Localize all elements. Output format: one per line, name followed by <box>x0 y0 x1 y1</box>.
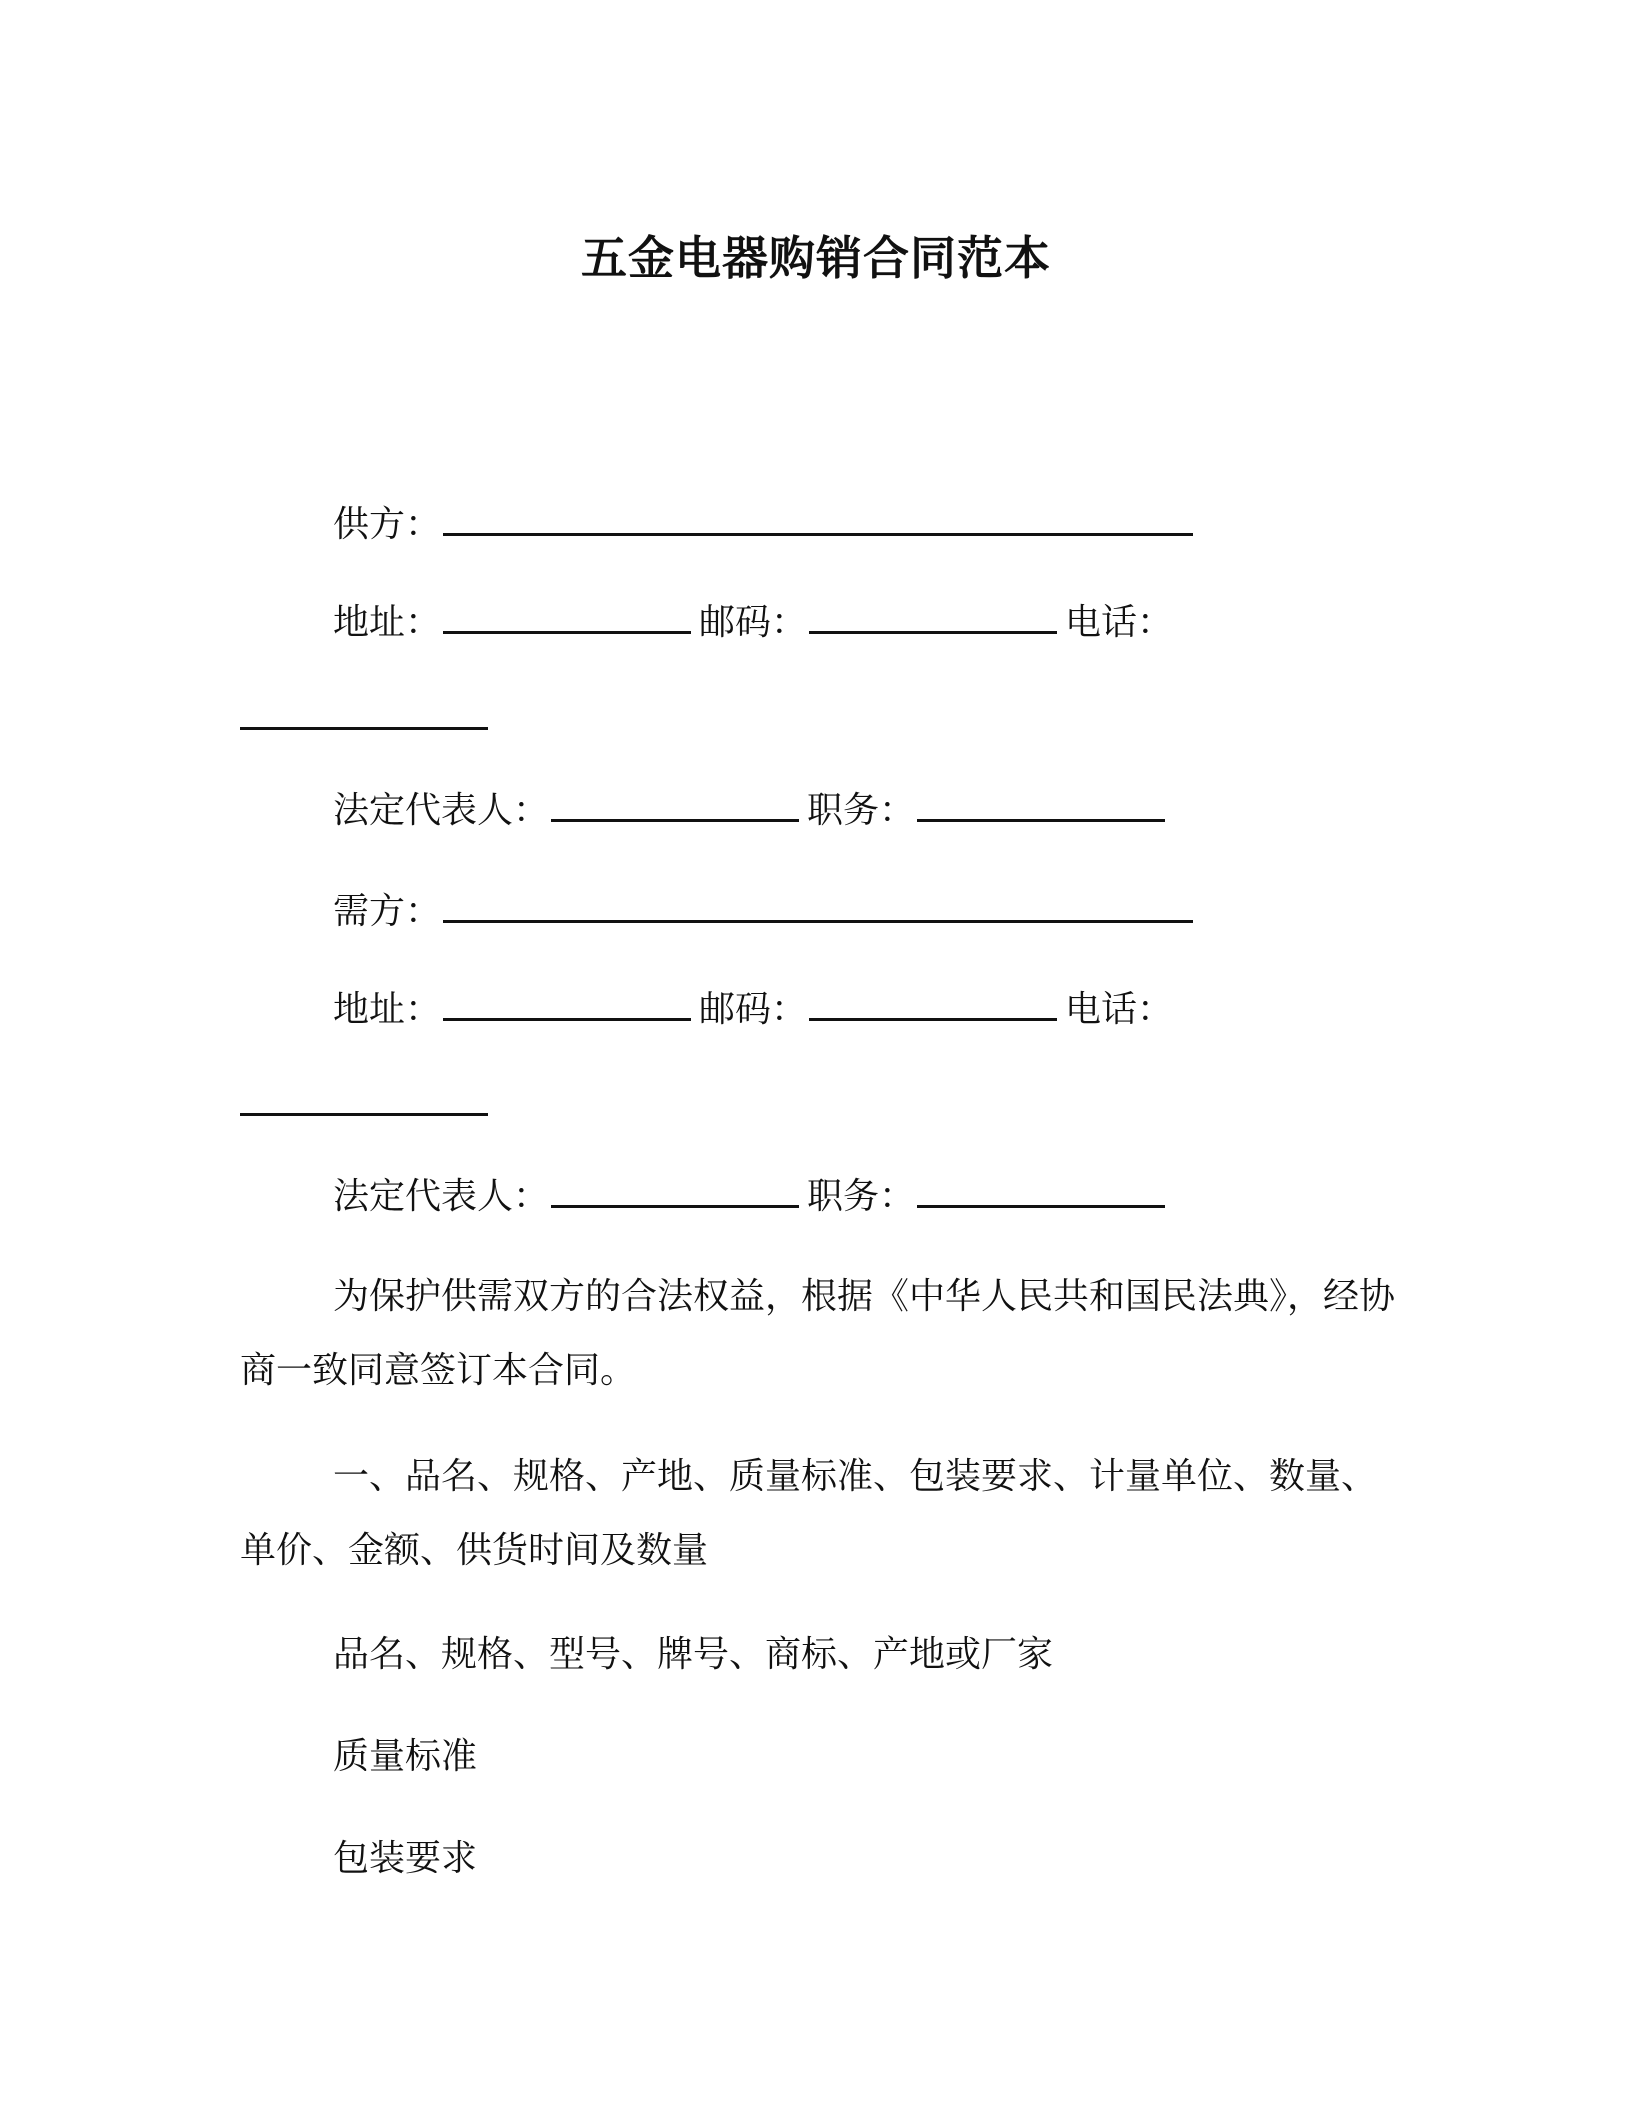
supplier-name-blank <box>443 503 1193 536</box>
buyer-address-blank <box>443 988 691 1021</box>
buyer-contact-line <box>333 988 1173 1032</box>
item-packaging: 包装要求 <box>333 1838 478 1879</box>
buyer-phone-blank <box>240 1083 488 1116</box>
supplier-rep-label: 法定代表人： <box>333 790 550 831</box>
supplier-position-label: 职务： <box>807 790 916 831</box>
document-title: 五金电器购销合同范本 <box>581 231 1051 285</box>
buyer-position-blank <box>917 1175 1165 1208</box>
buyer-rep-label: 法定代表人： <box>333 1176 550 1217</box>
buyer-address-label: 地址： <box>333 989 442 1030</box>
buyer-phone-line <box>240 1083 496 1127</box>
supplier-address-label: 地址： <box>333 602 442 643</box>
intro-paragraph: 为保护供需双方的合法权益，根据《中华人民共和国民法典》，经协商一致同意签订本合同。 <box>240 1276 1396 1391</box>
buyer-position-label: 职务： <box>807 1176 916 1217</box>
buyer-name-line <box>333 890 1201 934</box>
supplier-name-line <box>333 503 1201 547</box>
supplier-phone-label: 电话： <box>1065 602 1174 643</box>
supplier-address-blank <box>443 601 691 634</box>
buyer-rep-line <box>333 1175 1173 1219</box>
item-name-spec: 品名、规格、型号、牌号、商标、产地或厂家 <box>333 1634 1054 1675</box>
supplier-postcode-label: 邮码： <box>699 602 808 643</box>
supplier-postcode-blank <box>809 601 1057 634</box>
buyer-rep-blank <box>551 1175 799 1208</box>
buyer-postcode-blank <box>809 988 1057 1021</box>
buyer-postcode-label: 邮码： <box>699 989 808 1030</box>
supplier-contact-line <box>333 601 1173 645</box>
section-1-heading: 一、品名、规格、产地、质量标准、包装要求、计量单位、数量、单价、金额、供货时间及数量 <box>240 1456 1378 1571</box>
supplier-rep-blank <box>551 789 799 822</box>
supplier-phone-blank <box>240 697 488 730</box>
supplier-position-blank <box>917 789 1165 822</box>
supplier-label: 供方： <box>333 504 442 545</box>
buyer-label: 需方： <box>333 891 442 932</box>
item-quality-standard: 质量标准 <box>333 1736 478 1777</box>
buyer-phone-label: 电话： <box>1065 989 1174 1030</box>
supplier-rep-line <box>333 789 1173 833</box>
buyer-name-blank <box>443 890 1193 923</box>
supplier-phone-line <box>240 697 496 741</box>
